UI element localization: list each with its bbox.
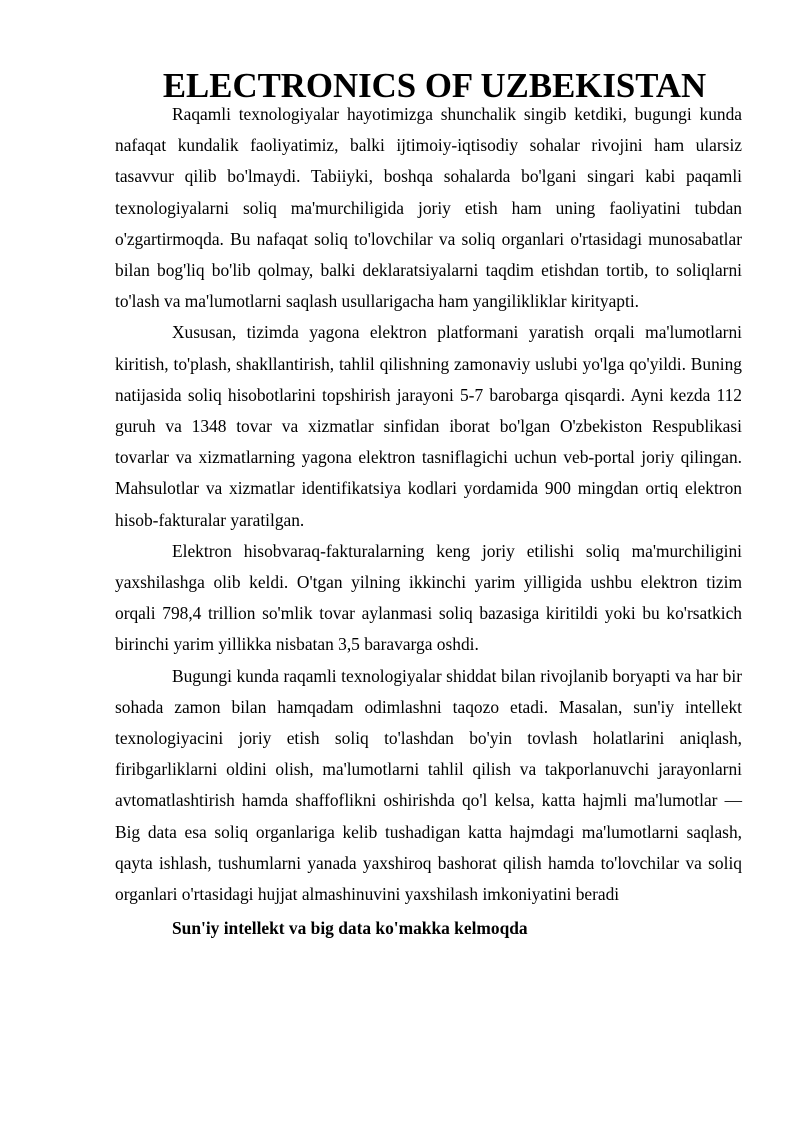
document-title: ELECTRONICS OF UZBEKISTAN xyxy=(162,66,707,105)
paragraph-3: Elektron hisobvaraq-fakturalarning keng joriy etilishi soliq ma'murchiligini yaxshilashga olib keldi. O'tgan yilning ikkinchi yarim yilligida ushbu elektron tizim orqali 798,4 trillion so'mlik tovar aylanmasi soliq bazasiga kiritildi yoki bu ko'rsatkich birinchi yarim yillikka nisbatan 3,5 baravarga oshdi. xyxy=(115,540,742,655)
paragraph-4: Bugungi kunda raqamli texnologiyalar shiddat bilan rivojlanib boryapti va har bir sohada zamon bilan hamqadam odimlashni taqozo etadi. Masalan, sun'iy intellekt texnologiyacini joriy etish soliq to'lashdan bo'yin tovlash holatlarini aniqlash, firibgarliklarni oldini olish, ma'lumotlarni tahlil qilish va takporlanuvchi jarayonlarni avtomatlashtirish hamda shaffoflikni oshirishda qo'l kelsa, katta hajmli ma'lumotlar — Big data esa soliq organlariga kelib tushadigan katta hajmdagi ma'lumotlarni saqlash, qayta ishlash, tushumlarni yanada yaxshiroq bashorat qilish hamda to'lovchilar va soliq organlari o'rtasidagi hujjat almashinuvini yaxshilash imkoniyatini beradi xyxy=(115,665,742,905)
paragraph-2: Xususan, tizimda yagona elektron platformani yaratish orqali ma'lumotlarni kiritish, to'plash, shakllantirish, tahlil qilishning zamonaviy uslubi yo'lga qo'yildi. Buning natijasida soliq hisobotlarini topshirish jarayoni 5-7 barobarga qisqardi. Ayni kezda 112 guruh va 1348 tovar va xizmatlar sinfidan iborat bo'lgan O'zbekiston Respublikasi tovarlar va xizmatlarning yagona elektron tasniflagichi uchun veb-portal joriy qilingan. Mahsulotlar va xizmatlar identifikatsiya kodlari yordamida 900 mingdan ortiq elektron hisob-fakturalar yaratilgan. xyxy=(115,322,742,530)
document-body xyxy=(115,66,742,944)
paragraph-1: Raqamli texnologiyalar hayotimizga shunchalik singib ketdiki, bugungi kunda nafaqat kundalik faoliyatimiz, balki ijtimoiy-iqtisodiy sohalar rivojini ham ularsiz tasavvur qilib bo'lmaydi. Tabiiyki, boshqa sohalarda bo'lgani singari kabi paqamli texnologiyalarni soliq ma'murchiligida joriy etish ham uning faoliyatini tubdan o'zgartirmoqda. Bu nafaqat soliq to'lovchilar va soliq organlari o'rtasidagi munosabatlar bilan bog'liq bo'lib qolmay, balki deklaratsiyalarni taqdim etishdan tortib, to soliqlarni to'lash va ma'lumotlarni saqlash usullarigacha ham yangilikliklar kirityapti. xyxy=(115,104,742,312)
section-subheading: Sun'iy intellekt va big data ko'makka kelmoqda xyxy=(172,918,528,939)
